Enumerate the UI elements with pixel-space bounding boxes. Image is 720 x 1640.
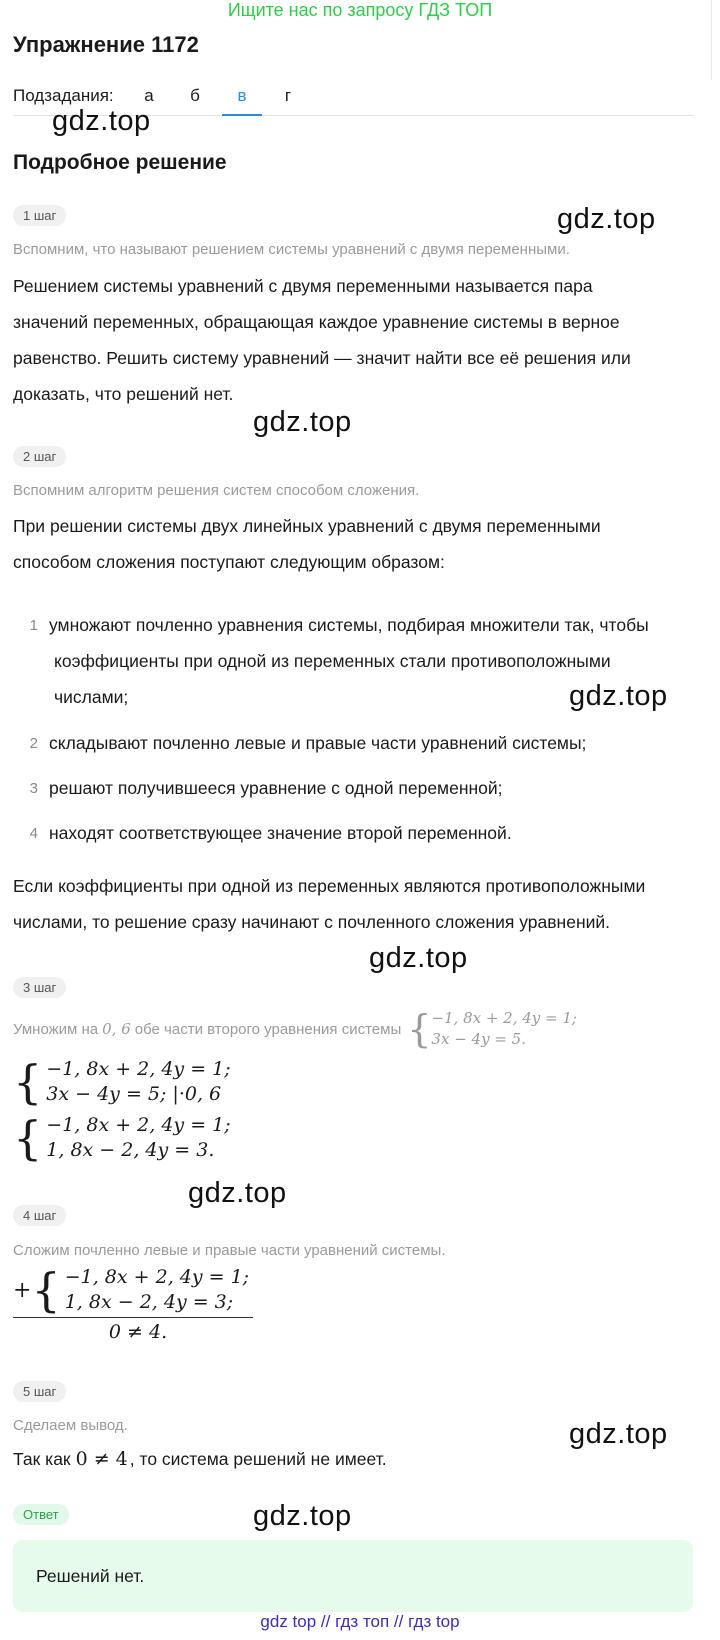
answer-text: Решений нет.	[36, 1566, 145, 1586]
watermark: gdz.top	[557, 203, 656, 235]
list-item: складывают почленно левые и правые части уравнений системы;	[49, 733, 587, 753]
step-text: Решением системы уравнений с двумя переменными называется пара значений переменных, обращающая каждое уравнение системы в верное равенство. Решить систему уравнений — значит найти все её решения или доказать, что решений нет.	[13, 276, 631, 404]
tab-a[interactable]: а	[144, 86, 154, 105]
step-badge: 1 шаг	[13, 205, 66, 226]
list-number: 4	[29, 825, 38, 842]
tab-g[interactable]: г	[284, 86, 292, 105]
list-number: 1	[29, 617, 38, 634]
step-badge: 3 шаг	[13, 977, 66, 998]
step-hint: Умножим на 0, 6 обе части второго уравнения системы { −1, 8x + 2, 4y = 1; 3x − 4y = 5.	[13, 1007, 577, 1051]
watermark: gdz.top	[52, 105, 151, 137]
divider	[711, 0, 712, 80]
list-number: 2	[29, 735, 38, 752]
step-badge: 2 шаг	[13, 446, 66, 467]
addition-block: + { −1, 8x + 2, 4y = 1; 1, 8x − 2, 4y = 3; 0 ≠ 4.	[13, 1265, 253, 1346]
list-item: умножают почленно уравнения системы, подбирая множители так, чтобы коэффициенты при одной из переменных стали противоположными числами;	[49, 615, 649, 707]
footer-links[interactable]: gdz top // гдз топ // гдз top	[260, 1612, 460, 1631]
step-hint: Вспомним алгоритм решения систем способом сложения.	[13, 482, 420, 499]
list-number: 3	[29, 780, 38, 797]
watermark: gdz.top	[188, 1177, 287, 1209]
tab-b[interactable]: б	[190, 86, 200, 105]
watermark: gdz.top	[253, 406, 352, 438]
list-item: находят соответствующее значение второй переменной.	[49, 823, 512, 843]
subtasks-label: Подзадания:	[13, 86, 114, 105]
conclusion-text: Так как 0 ≠ 4 , то система решений не имеет.	[13, 1448, 387, 1470]
watermark: gdz.top	[253, 1500, 352, 1532]
top-banner: Ищите нас по запросу ГДЗ ТОП	[227, 0, 493, 20]
equation-system: { −1, 8x + 2, 4y = 1; 1, 8x − 2, 4y = 3.	[13, 1111, 231, 1165]
step-hint: Сложим почленно левые и правые части уравнений системы.	[13, 1242, 446, 1259]
answer-box	[13, 1540, 693, 1612]
step-text: При решении системы двух линейных уравнений с двумя переменными способом сложения поступают следующим образом:	[13, 516, 601, 572]
step-text: Если коэффициенты при одной из переменных являются противоположными числами, то решение сразу начинают с почленного сложения уравнений.	[13, 876, 646, 932]
watermark: gdz.top	[569, 1418, 668, 1450]
step-badge: 5 шаг	[13, 1381, 66, 1402]
section-title: Подробное решение	[13, 151, 227, 174]
equation-system: { −1, 8x + 2, 4y = 1; 3x − 4y = 5; |·0, 6	[13, 1055, 231, 1109]
watermark: gdz.top	[569, 680, 668, 712]
tab-v[interactable]: в	[222, 86, 262, 116]
list-item: решают получившееся уравнение с одной переменной;	[49, 778, 503, 798]
watermark: gdz.top	[369, 942, 468, 974]
step-hint: Сделаем вывод.	[13, 1417, 128, 1434]
answer-badge: Ответ	[13, 1504, 69, 1525]
step-badge: 4 шаг	[13, 1205, 66, 1226]
step-hint: Вспомним, что называют решением системы уравнений с двумя переменными.	[13, 241, 570, 258]
page-title: Упражнение 1172	[13, 32, 199, 57]
